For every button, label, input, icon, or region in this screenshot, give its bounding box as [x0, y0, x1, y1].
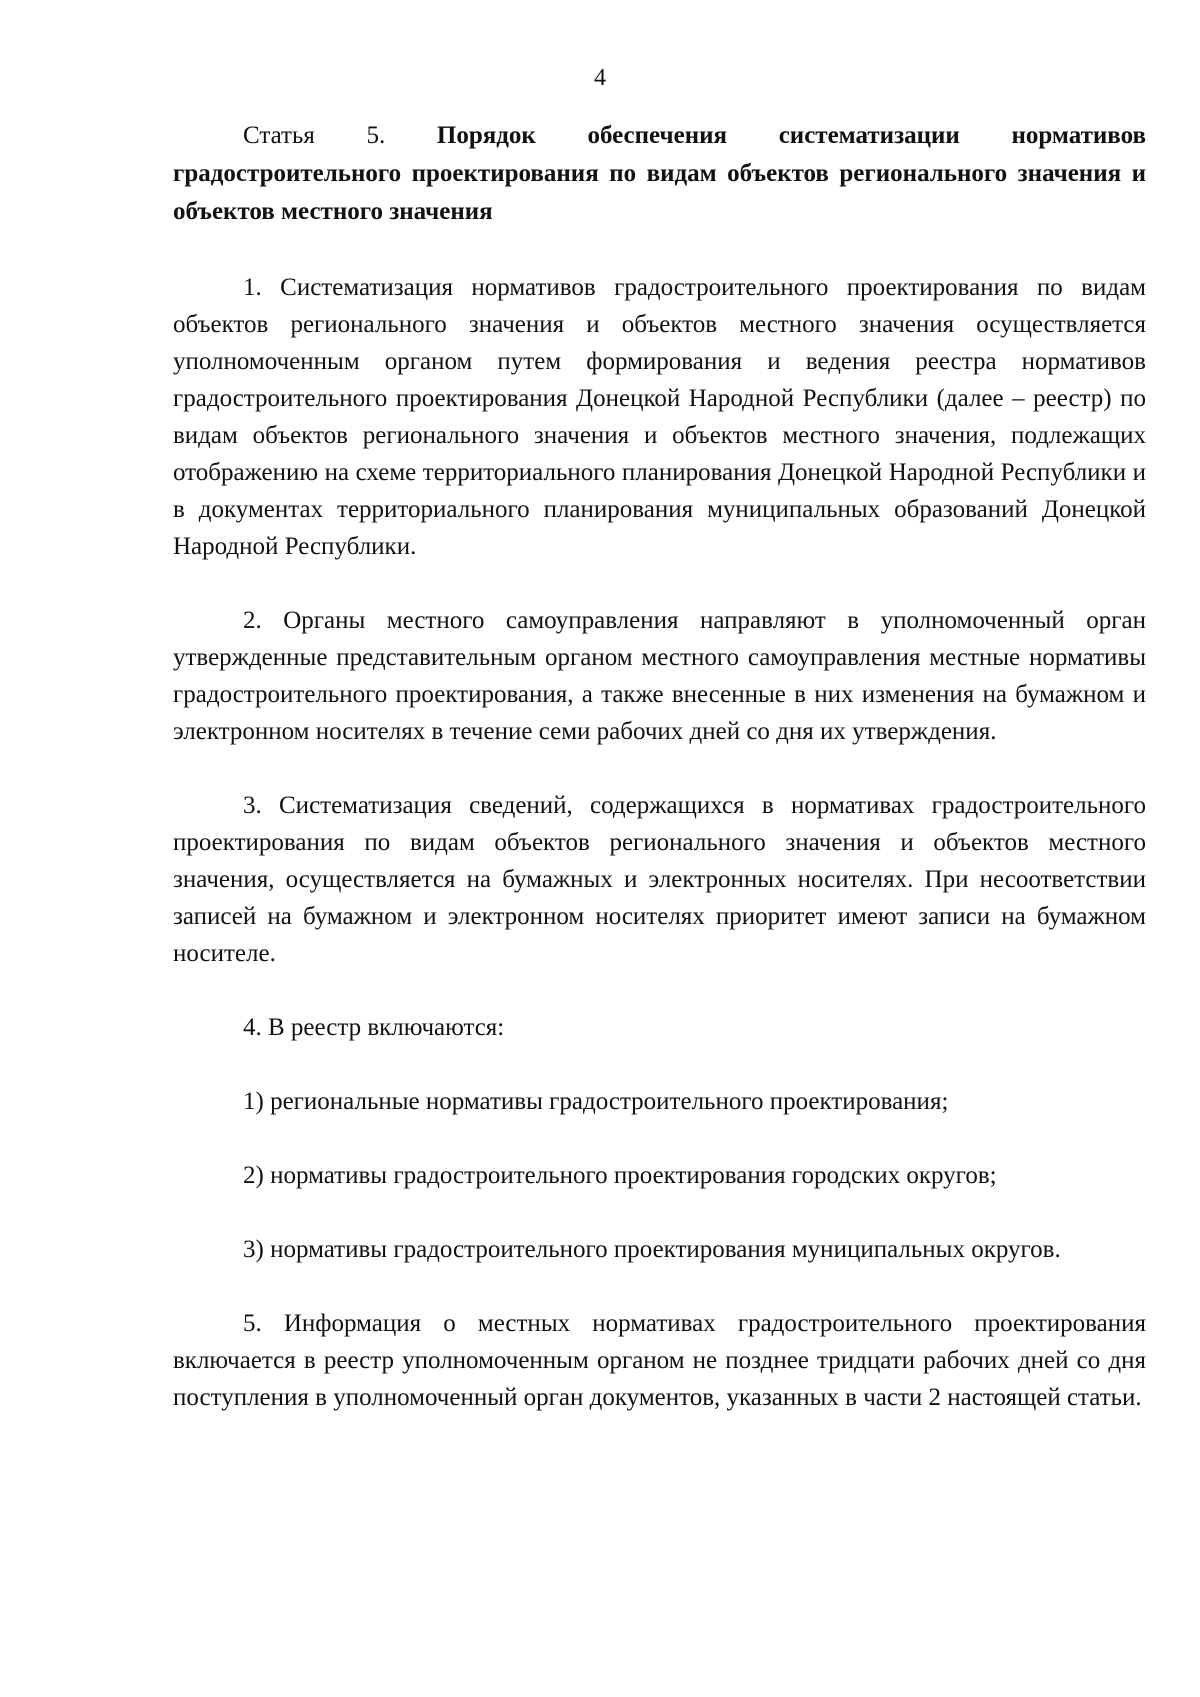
paragraph-5: 5. Информация о местных нормативах градостроительного проектирования включается в реестр уполномоченным органом не позднее тридцати рабочих дней со дня поступления в уполномоченный орган документов, указанных в части 2 настоящей статьи.	[173, 1310, 1146, 1411]
list-item-2: 2) нормативы градостроительного проектирования городских округов;	[243, 1162, 997, 1189]
spacer	[173, 750, 1146, 787]
article-heading	[173, 117, 1146, 231]
paragraph-2: 2. Органы местного самоуправления направляют в уполномоченный орган утвержденные представительным органом местного самоуправления местные нормативы градостроительного проектирования, а также внесенные в них изменения на бумажном и электронном носителях в течение семи рабочих дней со дня их утверждения.	[173, 607, 1146, 745]
list-item-1: 1) региональные нормативы градостроительного проектирования;	[243, 1088, 949, 1115]
paragraph-4: 4. В реестр включаются:	[243, 1014, 505, 1041]
article-label: Статья 5.	[243, 122, 386, 149]
article-title: Порядок обеспечения систематизации нормативов градостроительного проектирования по видам объектов регионального значения и объектов местного значения	[173, 122, 1147, 225]
spacer	[173, 565, 1146, 602]
list-item-3: 3) нормативы градостроительного проектирования муниципальных округов.	[243, 1236, 1061, 1263]
page-number: 4	[594, 65, 606, 91]
spacer	[173, 231, 1146, 269]
spacer	[173, 1194, 1146, 1231]
paragraph-1: 1. Систематизация нормативов градостроительного проектирования по видам объектов регионального значения и объектов местного значения осуществляется уполномоченным органом путем формирования и ведения реестра нормативов градостроительного проектирования Донецкой Народной Республики (далее – реестр) по видам объектов регионального значения и объектов местного значения, подлежащих отображению на схеме территориального планирования Донецкой Народной Республики и в документах территориального планирования муниципальных образований Донецкой Народной Республики.	[173, 274, 1146, 560]
spacer	[173, 1268, 1146, 1305]
paragraph-3: 3. Систематизация сведений, содержащихся в нормативах градостроительного проектирования по видам объектов регионального значения и объектов местного значения, осуществляется на бумажных и электронных носителях. При несоответствии записей на бумажном и электронном носителях приоритет имеют записи на бумажном носителе.	[173, 792, 1146, 967]
spacer	[173, 1120, 1146, 1157]
spacer	[173, 1046, 1146, 1083]
spacer	[173, 972, 1146, 1009]
document-body	[173, 117, 1146, 1416]
